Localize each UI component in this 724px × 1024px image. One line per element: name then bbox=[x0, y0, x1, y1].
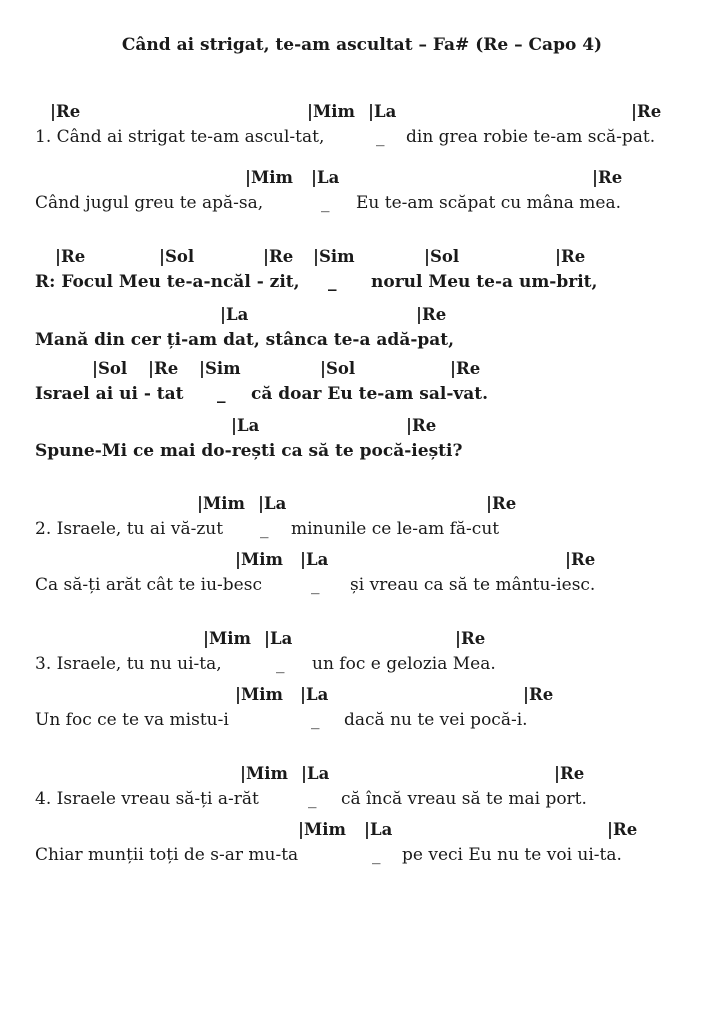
chord: |Re bbox=[486, 494, 517, 513]
refrain-line-1 bbox=[0, 247, 724, 303]
chord: |Re bbox=[555, 247, 586, 266]
verse-2-line-1 bbox=[0, 494, 724, 550]
lyric-segment: norul Meu te-a um-brit, bbox=[371, 272, 598, 292]
chord: |Re bbox=[631, 102, 662, 121]
lyric-segment: dacă nu te vei pocă-i. bbox=[344, 710, 528, 730]
verse-1-line-2 bbox=[0, 168, 724, 224]
chord: |Mim bbox=[203, 629, 251, 648]
lyric-segment: pe veci Eu nu te voi ui-ta. bbox=[402, 845, 622, 865]
chord: |La bbox=[220, 305, 249, 324]
chord-line bbox=[0, 550, 724, 572]
chord: |Sol bbox=[92, 359, 128, 378]
lyric-gap: _ bbox=[276, 654, 285, 674]
verse-4-line-1 bbox=[0, 764, 724, 820]
chord: |Sol bbox=[159, 247, 195, 266]
chord: |Re bbox=[148, 359, 179, 378]
lyric-gap: _ bbox=[372, 845, 381, 865]
chord: |Re bbox=[455, 629, 486, 648]
chord: |La bbox=[364, 820, 393, 839]
lyric-segment: minunile ce le-am fă-cut bbox=[291, 519, 500, 539]
lyric-segment: Ca să-ți arăt cât te iu-besc bbox=[35, 575, 262, 595]
refrain-line-3 bbox=[0, 359, 724, 415]
chord: |Sol bbox=[424, 247, 460, 266]
lyric-line bbox=[0, 845, 724, 871]
lyric-segment: 1. Când ai strigat te-am ascul-tat, bbox=[35, 127, 325, 147]
verse-1-line-1 bbox=[0, 102, 724, 158]
chord: |Mim bbox=[197, 494, 245, 513]
lyric-segment: Israel ai ui - tat bbox=[35, 384, 184, 404]
chord: |La bbox=[301, 764, 330, 783]
lyric-line bbox=[0, 330, 724, 356]
chord: |Re bbox=[607, 820, 638, 839]
lyric-segment: Un foc ce te va mistu-i bbox=[35, 710, 229, 730]
verse-2-line-2 bbox=[0, 550, 724, 606]
chord-line bbox=[0, 629, 724, 651]
lyric-segment: și vreau ca să te mântu-iesc. bbox=[350, 575, 596, 595]
lyric-gap: _ bbox=[260, 519, 269, 539]
lyric-segment: Când jugul greu te apă-sa, bbox=[35, 193, 264, 213]
refrain-line-2 bbox=[0, 305, 724, 361]
chord: |Re bbox=[55, 247, 86, 266]
chord: |La bbox=[311, 168, 340, 187]
lyric-line bbox=[0, 789, 724, 815]
verse-3-line-1 bbox=[0, 629, 724, 685]
lyric-gap: _ bbox=[328, 272, 337, 292]
lyric-line bbox=[0, 575, 724, 601]
lyric-segment: Spune-Mi ce mai do-rești ca să te pocă-iești? bbox=[35, 441, 463, 461]
lyric-segment: 3. Israele, tu nu ui-ta, bbox=[35, 654, 222, 674]
lyric-line bbox=[0, 441, 724, 467]
chord: |Re bbox=[263, 247, 294, 266]
chord: |Re bbox=[565, 550, 596, 569]
chord: |Mim bbox=[298, 820, 346, 839]
chord-line bbox=[0, 416, 724, 438]
lyric-segment: Chiar munții toți de s-ar mu-ta bbox=[35, 845, 299, 865]
lyric-gap: _ bbox=[308, 789, 317, 809]
chord: |Sim bbox=[313, 247, 355, 266]
lyric-segment: 4. Israele vreau să-ți a-răt bbox=[35, 789, 259, 809]
lyric-gap: _ bbox=[321, 193, 330, 213]
lyric-segment: că încă vreau să te mai port. bbox=[341, 789, 587, 809]
song-title: Când ai strigat, te-am ascultat – Fa# (Re – Capo 4) bbox=[121, 35, 603, 55]
chord-line bbox=[0, 685, 724, 707]
lyric-gap: _ bbox=[311, 710, 320, 730]
chord: |La bbox=[258, 494, 287, 513]
chord: |Re bbox=[450, 359, 481, 378]
chord: |Mim bbox=[235, 685, 283, 704]
lyric-segment: 2. Israele, tu ai vă-zut bbox=[35, 519, 224, 539]
chord: |Sol bbox=[320, 359, 356, 378]
chord: |Mim bbox=[245, 168, 293, 187]
chord: |La bbox=[368, 102, 397, 121]
lyric-line bbox=[0, 193, 724, 219]
chord: |La bbox=[300, 550, 329, 569]
lyric-line bbox=[0, 127, 724, 153]
chord-line bbox=[0, 305, 724, 327]
lyric-line bbox=[0, 654, 724, 680]
chord: |Re bbox=[406, 416, 437, 435]
chord: |Re bbox=[592, 168, 623, 187]
lyric-line bbox=[0, 519, 724, 545]
chord: |La bbox=[231, 416, 260, 435]
chord: |La bbox=[264, 629, 293, 648]
lyric-gap: _ bbox=[376, 127, 385, 147]
lyric-segment: Mană din cer ți-am dat, stânca te-a adă-pat, bbox=[35, 330, 455, 350]
chord: |Re bbox=[554, 764, 585, 783]
lyric-segment: că doar Eu te-am sal-vat. bbox=[251, 384, 489, 404]
chord: |Mim bbox=[307, 102, 355, 121]
chord-line bbox=[0, 102, 724, 124]
lyric-gap: _ bbox=[217, 384, 226, 404]
lyric-line bbox=[0, 710, 724, 736]
chord: |Mim bbox=[240, 764, 288, 783]
lyric-gap: _ bbox=[311, 575, 320, 595]
lyric-segment: un foc e gelozia Mea. bbox=[312, 654, 496, 674]
chord-line bbox=[0, 359, 724, 381]
verse-3-line-2 bbox=[0, 685, 724, 741]
chord: |Re bbox=[416, 305, 447, 324]
chord-line bbox=[0, 168, 724, 190]
lyric-line bbox=[0, 272, 724, 298]
chord: |Re bbox=[523, 685, 554, 704]
lyric-segment: Eu te-am scăpat cu mâna mea. bbox=[356, 193, 622, 213]
chord-line bbox=[0, 764, 724, 786]
chord: |Sim bbox=[199, 359, 241, 378]
chord: |Mim bbox=[235, 550, 283, 569]
chord-line bbox=[0, 247, 724, 269]
refrain-line-4 bbox=[0, 416, 724, 472]
lyric-line bbox=[0, 384, 724, 410]
lyric-segment: R: Focul Meu te-a-ncăl - zit, bbox=[35, 272, 300, 292]
chord: |Re bbox=[50, 102, 81, 121]
verse-4-line-2 bbox=[0, 820, 724, 876]
chord-line bbox=[0, 494, 724, 516]
chord-line bbox=[0, 820, 724, 842]
chord: |La bbox=[300, 685, 329, 704]
lyric-segment: din grea robie te-am scă-pat. bbox=[406, 127, 656, 147]
